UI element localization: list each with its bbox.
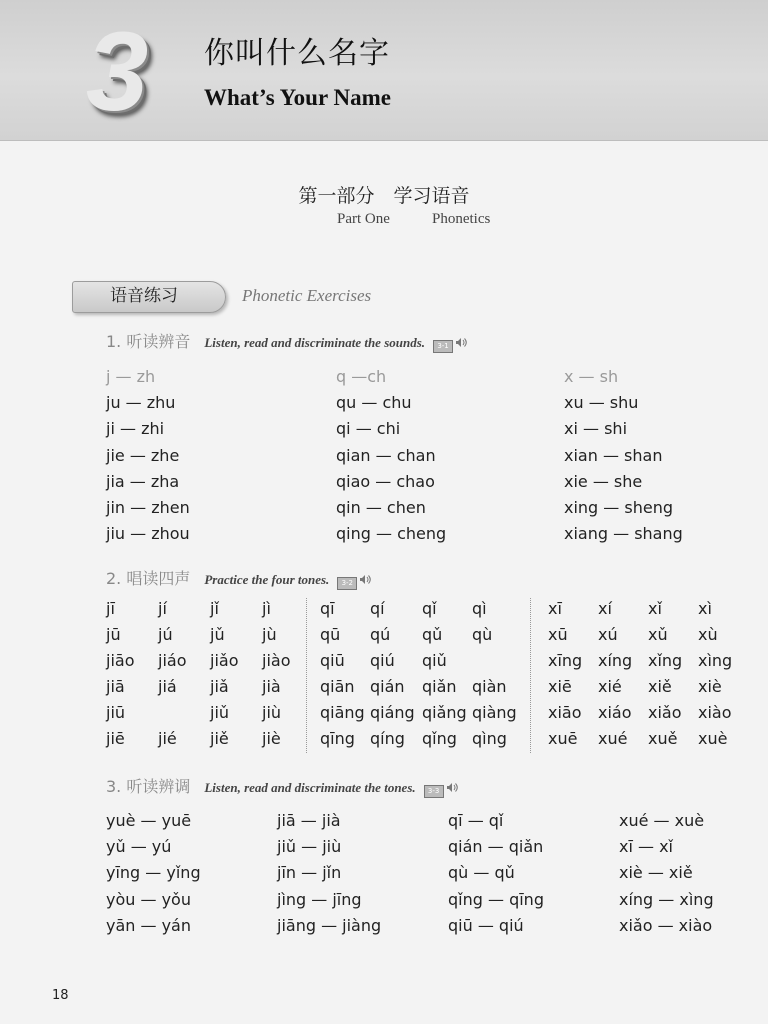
chapter-title-english: What’s Your Name: [204, 85, 391, 110]
tone-syllable: xǐ: [648, 599, 662, 618]
list-item: xiè — xiě: [619, 863, 693, 883]
tone-syllable: jiá: [158, 677, 177, 696]
tone-syllable: jū: [106, 625, 121, 644]
section-label-english: Phonetic Exercises: [242, 286, 372, 305]
tone-syllable: qián: [370, 677, 405, 696]
list-item: xíng — xìng: [619, 889, 714, 909]
tone-syllable: qiān: [320, 677, 355, 696]
tone-syllable: xuě: [648, 729, 678, 748]
tone-syllable: jù: [262, 625, 277, 644]
list-item: yǔ — yú: [106, 837, 172, 857]
list-item: x — sh: [564, 367, 619, 386]
list-item: jiǔ — jiù: [277, 837, 342, 857]
list-item: qù — qǔ: [448, 863, 515, 883]
tone-syllable: jiè: [262, 729, 281, 748]
tone-syllable: qiàng: [472, 703, 517, 722]
speaker-icon[interactable]: [359, 574, 371, 585]
tone-syllable: qǐng: [422, 729, 457, 748]
tone-syllable: qū: [320, 625, 341, 644]
list-item: qing — cheng: [336, 524, 447, 544]
list-item: q —ch: [336, 367, 387, 386]
tone-syllable: jiǔ: [210, 703, 230, 722]
list-item: xing — sheng: [564, 497, 673, 517]
tone-syllable: qiú: [370, 651, 395, 670]
tone-syllable: jǐ: [210, 599, 219, 618]
list-item: xiǎo — xiào: [619, 915, 713, 935]
exercise-1-column-j-zh: [106, 364, 190, 547]
tone-syllable: xù: [698, 625, 718, 644]
exercise-3-number: 3. 听读辨调: [106, 777, 191, 796]
tone-syllable: xuē: [548, 729, 578, 748]
list-item: qiū — qiú: [448, 915, 524, 935]
tone-syllable: qì: [472, 599, 487, 618]
list-item: jìng — jīng: [277, 889, 362, 909]
tone-syllable: xiáo: [598, 703, 632, 722]
tone-syllable: xiě: [648, 677, 672, 696]
list-item: qiao — chao: [336, 471, 435, 491]
audio-track-badge[interactable]: 3-1: [433, 340, 453, 353]
list-item: jia — zha: [106, 471, 180, 491]
tone-syllable: qǐ: [422, 599, 437, 618]
exercise-3-instruction: Listen, read and discriminate the tones.: [204, 780, 416, 795]
tone-syllable: jǔ: [210, 625, 225, 644]
list-item: qī — qǐ: [448, 811, 504, 830]
speaker-icon[interactable]: [446, 782, 458, 793]
tone-syllable: qǔ: [422, 625, 443, 644]
exercise-3-column-y: [106, 808, 201, 939]
tone-syllable: xué: [598, 729, 628, 748]
tone-syllable: xuè: [698, 729, 728, 748]
tone-syllable: xǔ: [648, 625, 668, 644]
list-item: yòu — yǒu: [106, 889, 191, 909]
page-number: 18: [52, 988, 69, 1003]
tone-syllable: jiǎo: [210, 651, 239, 670]
exercise-2-heading: [106, 566, 371, 588]
tone-syllable: qiǔ: [422, 651, 447, 670]
exercise-1-heading: [106, 329, 467, 351]
list-item: qián — qiǎn: [448, 837, 544, 857]
part-subtitle-english: Phonetics: [432, 211, 491, 227]
list-item: xué — xuè: [619, 811, 705, 830]
tone-syllable: xī: [548, 599, 562, 618]
tone-syllable: qiǎng: [422, 703, 467, 722]
tone-syllable: xiè: [698, 677, 722, 696]
column-divider: [306, 598, 307, 753]
list-item: jie — zhe: [106, 445, 180, 465]
chapter-number: 3: [86, 9, 149, 134]
tone-syllable: qí: [370, 599, 385, 618]
exercise-1-number: 1. 听读辨音: [106, 332, 191, 351]
tone-syllable: jú: [158, 625, 173, 644]
speaker-icon[interactable]: [455, 337, 467, 348]
audio-track-badge[interactable]: 3-2: [337, 577, 357, 590]
list-item: jīn — jǐn: [277, 863, 342, 883]
tone-syllable: qìng: [472, 729, 507, 748]
chapter-title-chinese: 你叫什么名字: [204, 36, 390, 71]
tone-syllable: jiā: [106, 677, 125, 696]
tone-syllable: qú: [370, 625, 391, 644]
audio-track-badge[interactable]: 3-3: [424, 785, 444, 798]
list-item: j — zh: [106, 367, 156, 386]
part-title-chinese: 第一部分 学习语音: [298, 185, 470, 207]
list-item: jin — zhen: [106, 497, 190, 517]
list-item: yuè — yuē: [106, 811, 192, 830]
tone-syllable: qī: [320, 599, 335, 618]
section-label-chinese: 语音练习: [110, 286, 178, 306]
exercise-2-instruction: Practice the four tones.: [204, 572, 330, 587]
tone-syllable: qiàn: [472, 677, 507, 696]
tone-syllable: jiě: [210, 729, 229, 748]
tone-syllable: jí: [158, 599, 167, 618]
tone-syllable: qù: [472, 625, 493, 644]
tone-syllable: xū: [548, 625, 568, 644]
tone-syllable: qiū: [320, 651, 345, 670]
column-divider: [530, 598, 531, 753]
tone-syllable: xǐng: [648, 651, 683, 670]
tone-syllable: qīng: [320, 729, 355, 748]
tone-syllable: qíng: [370, 729, 405, 748]
list-item: jiā — jià: [277, 811, 341, 830]
exercise-1-column-x-sh: [564, 364, 683, 547]
tone-syllable: jiáo: [158, 651, 187, 670]
tone-syllable: xíng: [598, 651, 633, 670]
exercise-3-heading: [106, 774, 458, 796]
list-item: qǐng — qīng: [448, 889, 544, 909]
exercise-3-column-x: [619, 808, 714, 939]
list-item: xi — shi: [564, 419, 628, 439]
tone-syllable: qiǎn: [422, 677, 457, 696]
tone-syllable: xìng: [698, 651, 733, 670]
tone-syllable: jiē: [106, 729, 125, 748]
list-item: ju — zhu: [106, 393, 176, 413]
tone-syllable: jiù: [262, 703, 282, 722]
tone-syllable: xiǎo: [648, 703, 682, 722]
part-label-english: Part One: [337, 211, 390, 227]
tone-syllable: jiào: [262, 651, 291, 670]
tone-syllable: xiào: [698, 703, 732, 722]
tone-syllable: xú: [598, 625, 618, 644]
list-item: qian — chan: [336, 445, 436, 465]
list-item: yīng — yǐng: [106, 863, 201, 883]
list-item: qi — chi: [336, 419, 401, 439]
list-item: xī — xǐ: [619, 837, 673, 857]
exercise-3-column-q: [448, 808, 544, 939]
list-item: jiāng — jiàng: [277, 915, 382, 935]
tone-syllable: jiāo: [106, 651, 135, 670]
tone-syllable: xiē: [548, 677, 572, 696]
tone-syllable: jī: [106, 599, 115, 618]
list-item: jiu — zhou: [106, 524, 190, 544]
tone-syllable: xié: [598, 677, 622, 696]
tone-syllable: jià: [262, 677, 281, 696]
list-item: xiang — shang: [564, 524, 683, 544]
tone-syllable: qiáng: [370, 703, 415, 722]
tone-syllable: xí: [598, 599, 612, 618]
tone-syllable: xiāo: [548, 703, 582, 722]
tone-syllable: jì: [262, 599, 271, 618]
list-item: qu — chu: [336, 393, 412, 413]
tone-syllable: xì: [698, 599, 712, 618]
list-item: ji — zhi: [106, 419, 165, 439]
list-item: xie — she: [564, 471, 643, 491]
exercise-1-column-q-ch: [336, 364, 446, 547]
list-item: qin — chen: [336, 497, 426, 517]
tone-syllable: xīng: [548, 651, 583, 670]
tone-syllable: jiǎ: [210, 677, 229, 696]
tone-syllable: jiū: [106, 703, 126, 722]
tone-syllable: qiāng: [320, 703, 365, 722]
exercise-1-instruction: Listen, read and discriminate the sounds.: [204, 335, 426, 350]
exercise-3-column-j: [277, 808, 381, 939]
list-item: yān — yán: [106, 915, 191, 935]
tone-syllable: jié: [158, 729, 177, 748]
exercise-2-number: 2. 唱读四声: [106, 569, 191, 588]
list-item: xian — shan: [564, 445, 663, 465]
list-item: xu — shu: [564, 393, 639, 413]
